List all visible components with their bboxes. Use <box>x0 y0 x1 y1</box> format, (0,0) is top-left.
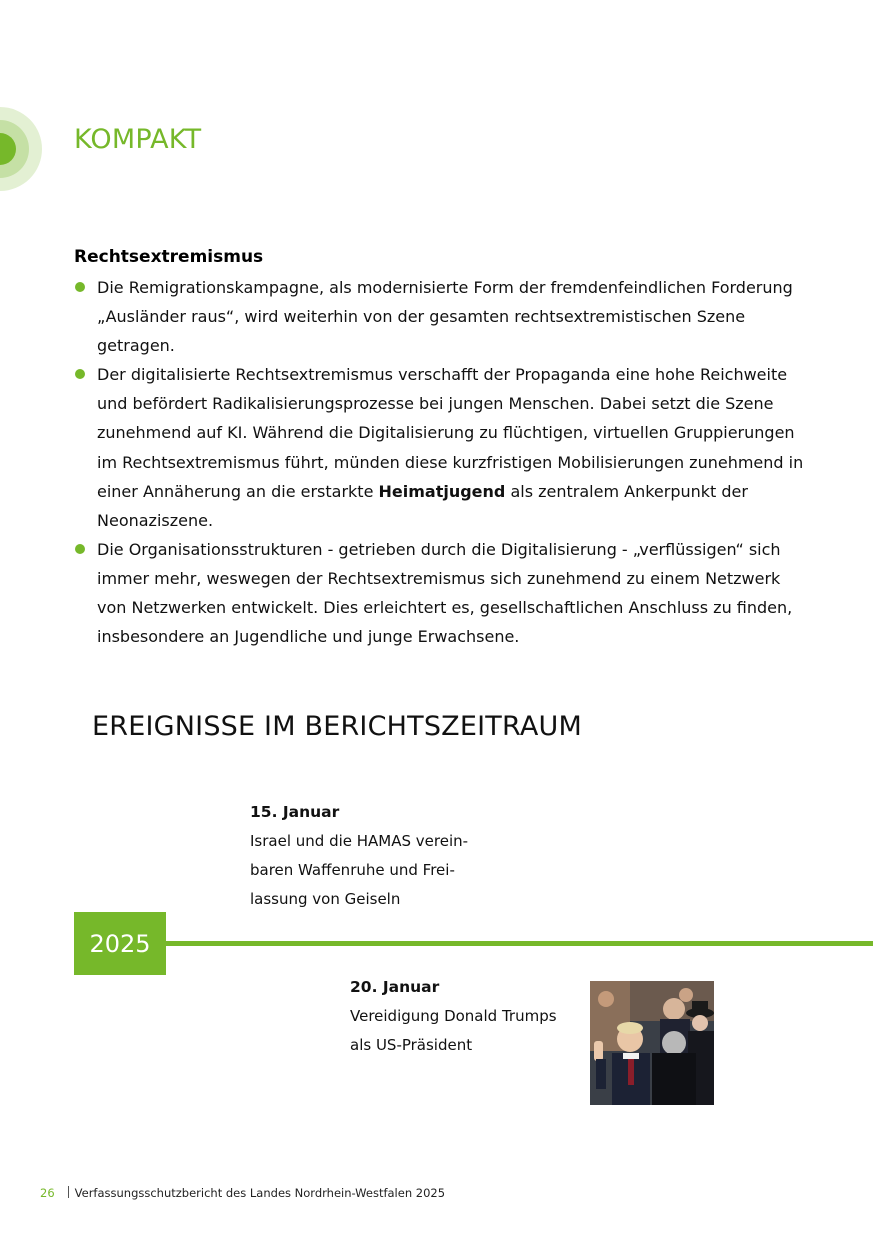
bullet-icon <box>75 369 85 379</box>
page-footer <box>40 1186 445 1200</box>
list-item <box>74 360 809 535</box>
year-badge: 2025 <box>74 912 166 975</box>
bullet-icon <box>75 282 85 292</box>
footer-divider <box>68 1186 69 1198</box>
decorative-circles-icon <box>0 107 42 191</box>
section-heading: Rechtsextremismus <box>74 247 264 267</box>
event-photo <box>590 981 714 1105</box>
list-item <box>74 535 809 651</box>
footer-text: Verfassungsschutzbericht des Landes Nordrhein-Westfalen 2025 <box>74 1186 446 1200</box>
page-title: KOMPAKT <box>74 124 202 155</box>
event-date: 15. Januar <box>250 803 340 821</box>
bullet-text-continued: als zentralem Ankerpunkt der Neonaziszene. <box>97 481 748 530</box>
timeline-event <box>350 973 580 1060</box>
bullet-text: Die Remigrationskampagne, als modernisierte Form der fremdenfeindlichen Forderung „Ausländer raus“, wird weiterhin von der gesamten rechtsextremistischen Szene getragen. <box>97 278 793 356</box>
event-text-line: Israel und die HAMAS verein- <box>250 832 469 850</box>
timeline-event <box>250 798 490 914</box>
bullet-icon <box>75 544 85 554</box>
bullet-emphasis: Heimatjugend <box>378 481 506 501</box>
bullet-text: Der digitalisierte Rechtsextremismus verschafft der Propaganda eine hohe Reichweite und befördert Radikalisierungsprozesse bei jungen Menschen. Dabei setzt die Szene zunehmend auf KI. Während die Digitalisierung zu flüchtigen, virtuellen Gruppierungen im Rechtsextremismus führt, münden diese kurzfristigen Mobilisierungen zunehmend in einer Annäherung an die erstarkte <box>97 365 804 501</box>
event-text-line: als US-Präsident <box>350 1036 473 1054</box>
bullet-text: Die Organisationsstrukturen - getrieben durch die Digitalisierung - „verflüssigen“ sich immer mehr, weswegen der Rechtsextremismus sich zunehmend zu einem Netzwerk von Netzwerken entwickelt. Dies erleichtert es, gesellschaftlichen Anschluss zu finden, insbesondere an Jugendliche und junge Erwachsene. <box>97 539 793 647</box>
event-text-line: baren Waffenruhe und Frei- <box>250 861 455 879</box>
timeline-line <box>166 941 873 946</box>
events-title: EREIGNISSE IM BERICHTSZEITRAUM <box>92 711 582 742</box>
bullet-list <box>74 273 809 651</box>
page-number: 26 <box>40 1186 55 1200</box>
event-text-line: Vereidigung Donald Trumps <box>350 1007 557 1025</box>
event-text-line: lassung von Geiseln <box>250 890 401 908</box>
list-item <box>74 273 809 360</box>
event-date: 20. Januar <box>350 978 440 996</box>
